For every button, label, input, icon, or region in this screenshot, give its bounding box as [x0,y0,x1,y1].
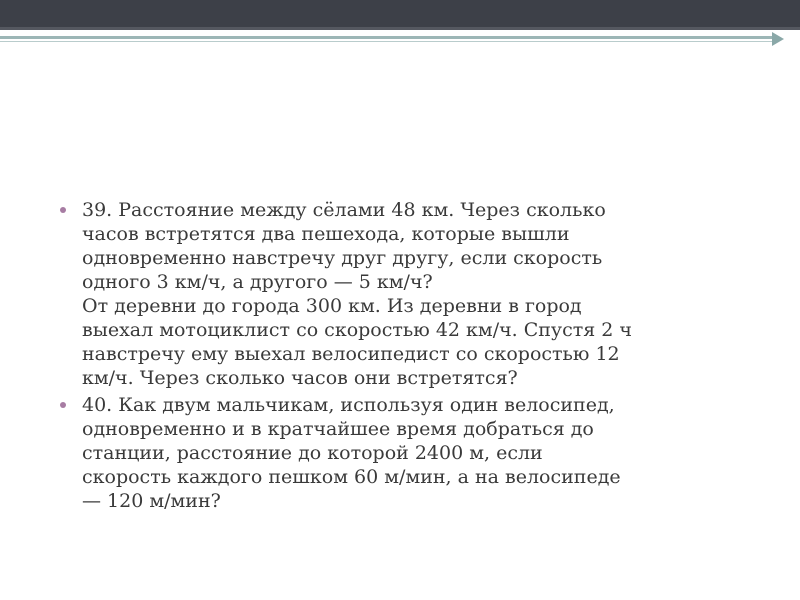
top-bar-highlight [0,27,800,30]
accent-triangle-icon [772,32,784,46]
bullet-dot-icon [60,207,66,213]
bullet-item-40 [60,393,760,513]
top-bar [0,0,800,30]
bullet-text: 40. Как двум мальчикам, используя один велосипед, одновременно и в кратчайшее время добраться до станции, расстояние до которой 2400 м, если скорость каждого пешком 60 м/мин, а на велосипеде — 120 м/мин? [82,394,621,512]
bullet-item-39 [60,198,760,390]
accent-line-thin [0,41,772,42]
bullet-text: 39. Расстояние между сёлами 48 км. Через сколько часов встретятся два пешехода, которые вышли одновременно навстречу друг другу, если скорость одного 3 км/ч, а другого — 5 км/ч? От деревни до города 300 км. Из деревни в город выехал мотоциклист со скоростью 42 км/ч. Спустя 2 ч навстречу ему выехал велосипедист со скоростью 12 км/ч. Через сколько часов они встретятся? [82,199,632,389]
accent-line [0,36,772,39]
bullet-dot-icon [60,402,66,408]
slide-content [60,198,760,516]
